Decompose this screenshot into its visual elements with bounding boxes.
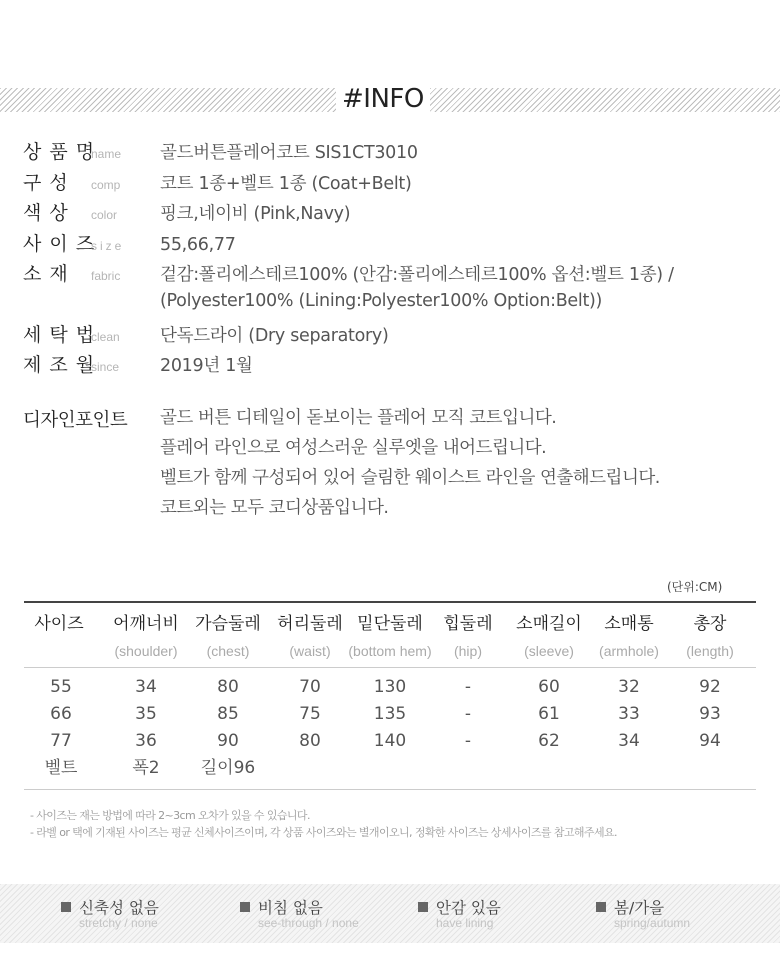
design-point-line: 코트외는 모두 코디상품입니다. xyxy=(160,498,389,518)
table-cell: 62 xyxy=(538,731,560,751)
info-value: 핑크,네이비 (Pink,Navy) xyxy=(160,204,351,224)
header-en: (shoulder) xyxy=(114,643,178,659)
table-cell: 32 xyxy=(618,677,640,697)
header-kr: 허리둘레 xyxy=(277,614,343,634)
table-header-cell xyxy=(34,603,83,642)
square-bullet-icon xyxy=(418,902,428,912)
info-value: 겉감:폴리에스테르100% (안감:폴리에스테르100% 옵션:벨트 1종) / xyxy=(160,265,674,285)
table-cell: 폭2 xyxy=(132,758,160,778)
info-sublabel: name xyxy=(91,147,122,161)
feature-sub: have lining xyxy=(436,916,494,930)
header-en: (sleeve) xyxy=(524,643,574,659)
table-cell: 61 xyxy=(538,704,560,724)
unit-label: (단위:CM) xyxy=(667,580,723,594)
table-cell: 90 xyxy=(217,731,239,751)
size-table-header xyxy=(24,603,756,668)
feature-label: 봄/가을 xyxy=(614,899,665,917)
info-row-clean xyxy=(23,320,389,346)
square-bullet-icon xyxy=(61,902,71,912)
header-en: (chest) xyxy=(206,643,250,659)
table-cell: 벨트 xyxy=(44,758,78,778)
table-header-cell xyxy=(195,603,261,660)
info-value: 55,66,77 xyxy=(160,235,236,255)
header-kr: 총장 xyxy=(693,614,727,634)
size-table-body xyxy=(24,668,756,790)
header-kr: 어깨너비 xyxy=(113,614,179,634)
header-en: (length) xyxy=(686,643,734,659)
info-value: 단독드라이 (Dry separatory) xyxy=(160,326,389,346)
design-point-line: 플레어 라인으로 여성스러운 실루엣을 내어드립니다. xyxy=(160,438,547,458)
table-cell: 75 xyxy=(299,704,321,724)
table-cell: 77 xyxy=(50,731,72,751)
square-bullet-icon xyxy=(596,902,606,912)
table-cell: 55 xyxy=(50,677,72,697)
info-label: 구 성 xyxy=(23,172,69,194)
table-header-cell xyxy=(277,603,343,660)
feature-stretch xyxy=(61,896,159,930)
feature-sub: stretchy / none xyxy=(79,916,158,930)
info-value: 2019년 1월 xyxy=(160,356,253,376)
feature-lining xyxy=(418,896,501,930)
table-cell: - xyxy=(464,704,472,724)
info-sublabel: fabric xyxy=(91,269,121,283)
table-header-cell xyxy=(599,603,659,660)
table-cell: 93 xyxy=(699,704,721,724)
info-row-size xyxy=(23,229,236,255)
info-label: 상 품 명 xyxy=(23,141,96,163)
table-row xyxy=(24,728,756,755)
size-notes xyxy=(30,807,617,841)
info-value: 골드버튼플레어코트 SIS1CT3010 xyxy=(160,143,418,163)
info-row-comp xyxy=(23,168,411,194)
table-row xyxy=(24,674,756,701)
note-line: - 라벨 or 택에 기재된 사이즈는 평균 신체사이즈이며, 각 상품 사이즈와는 별개이오니, 정확한 사이즈는 상세사이즈를 참고해주세요. xyxy=(30,826,617,839)
feature-seethrough xyxy=(240,896,359,930)
header-kr: 사이즈 xyxy=(34,614,84,634)
table-cell: 94 xyxy=(699,731,721,751)
table-cell: 80 xyxy=(299,731,321,751)
table-cell: 35 xyxy=(135,704,157,724)
table-cell: 66 xyxy=(50,704,72,724)
design-point-line: 골드 버튼 디테일이 돋보이는 플레어 모직 코트입니다. xyxy=(160,408,557,428)
table-cell: 92 xyxy=(699,677,721,697)
info-sublabel: color xyxy=(91,208,118,222)
header-kr: 힙둘레 xyxy=(443,614,493,634)
table-cell: 140 xyxy=(373,731,407,751)
table-cell: 길이96 xyxy=(200,758,256,778)
table-header-cell xyxy=(443,603,492,660)
feature-sub: spring/autumn xyxy=(614,916,691,930)
info-value-fabric-en: (Polyester100% (Lining:Polyester100% Option:Belt)) xyxy=(160,291,603,311)
feature-label: 신축성 없음 xyxy=(79,899,159,917)
header-en: (waist) xyxy=(289,643,331,659)
table-cell: 85 xyxy=(217,704,239,724)
feature-sub: see-through / none xyxy=(258,916,359,930)
info-label: 소 재 xyxy=(23,263,69,285)
info-row-since xyxy=(23,350,253,376)
design-point-text xyxy=(160,406,660,526)
size-table xyxy=(24,601,756,790)
feature-label: 안감 있음 xyxy=(436,899,501,917)
info-row-fabric xyxy=(23,259,674,285)
header-en: (armhole) xyxy=(599,643,659,659)
info-sublabel: size xyxy=(91,239,125,253)
info-label: 색 상 xyxy=(23,202,69,224)
table-cell: 135 xyxy=(373,704,407,724)
table-cell: 70 xyxy=(299,677,321,697)
header-kr: 가슴둘레 xyxy=(195,614,261,634)
info-sublabel: comp xyxy=(91,178,121,192)
info-label: 세 탁 법 xyxy=(23,324,96,346)
feature-season xyxy=(596,896,690,930)
table-header-cell xyxy=(516,603,582,660)
table-cell: - xyxy=(464,731,472,751)
table-cell: 33 xyxy=(618,704,640,724)
note-line: - 사이즈는 재는 방법에 따라 2~3cm 오차가 있을 수 있습니다. xyxy=(30,809,310,822)
page-title: #INFO xyxy=(336,84,430,114)
table-cell: - xyxy=(464,677,472,697)
table-cell: 60 xyxy=(538,677,560,697)
square-bullet-icon xyxy=(240,902,250,912)
design-point-line: 벨트가 함께 구성되어 있어 슬림한 웨이스트 라인을 연출해드립니다. xyxy=(160,468,660,488)
info-label: 사 이 즈 xyxy=(23,233,96,255)
header-en: (hip) xyxy=(453,643,482,659)
table-row xyxy=(24,701,756,728)
table-header-cell xyxy=(348,603,431,660)
table-header-cell xyxy=(686,603,733,660)
header-kr: 소매통 xyxy=(604,614,654,634)
table-cell: 80 xyxy=(217,677,239,697)
table-header-cell xyxy=(113,603,179,660)
info-value: 코트 1종+벨트 1종 (Coat+Belt) xyxy=(160,174,412,194)
table-cell: 36 xyxy=(135,731,157,751)
table-cell: 34 xyxy=(135,677,157,697)
table-cell: 130 xyxy=(373,677,407,697)
info-row-color xyxy=(23,198,350,224)
info-row-name xyxy=(23,137,418,163)
table-cell: 34 xyxy=(618,731,640,751)
info-sublabel: since xyxy=(91,360,120,374)
header-kr: 밑단둘레 xyxy=(357,614,423,634)
info-label: 제 조 월 xyxy=(23,354,96,376)
feature-label: 비침 없음 xyxy=(258,899,323,917)
header-kr: 소매길이 xyxy=(516,614,582,634)
info-sublabel: clean xyxy=(91,330,120,344)
design-point-label: 디자인포인트 xyxy=(23,410,128,431)
feature-strip xyxy=(0,884,780,943)
header-en: (bottom hem) xyxy=(348,643,432,659)
table-row xyxy=(24,755,756,782)
